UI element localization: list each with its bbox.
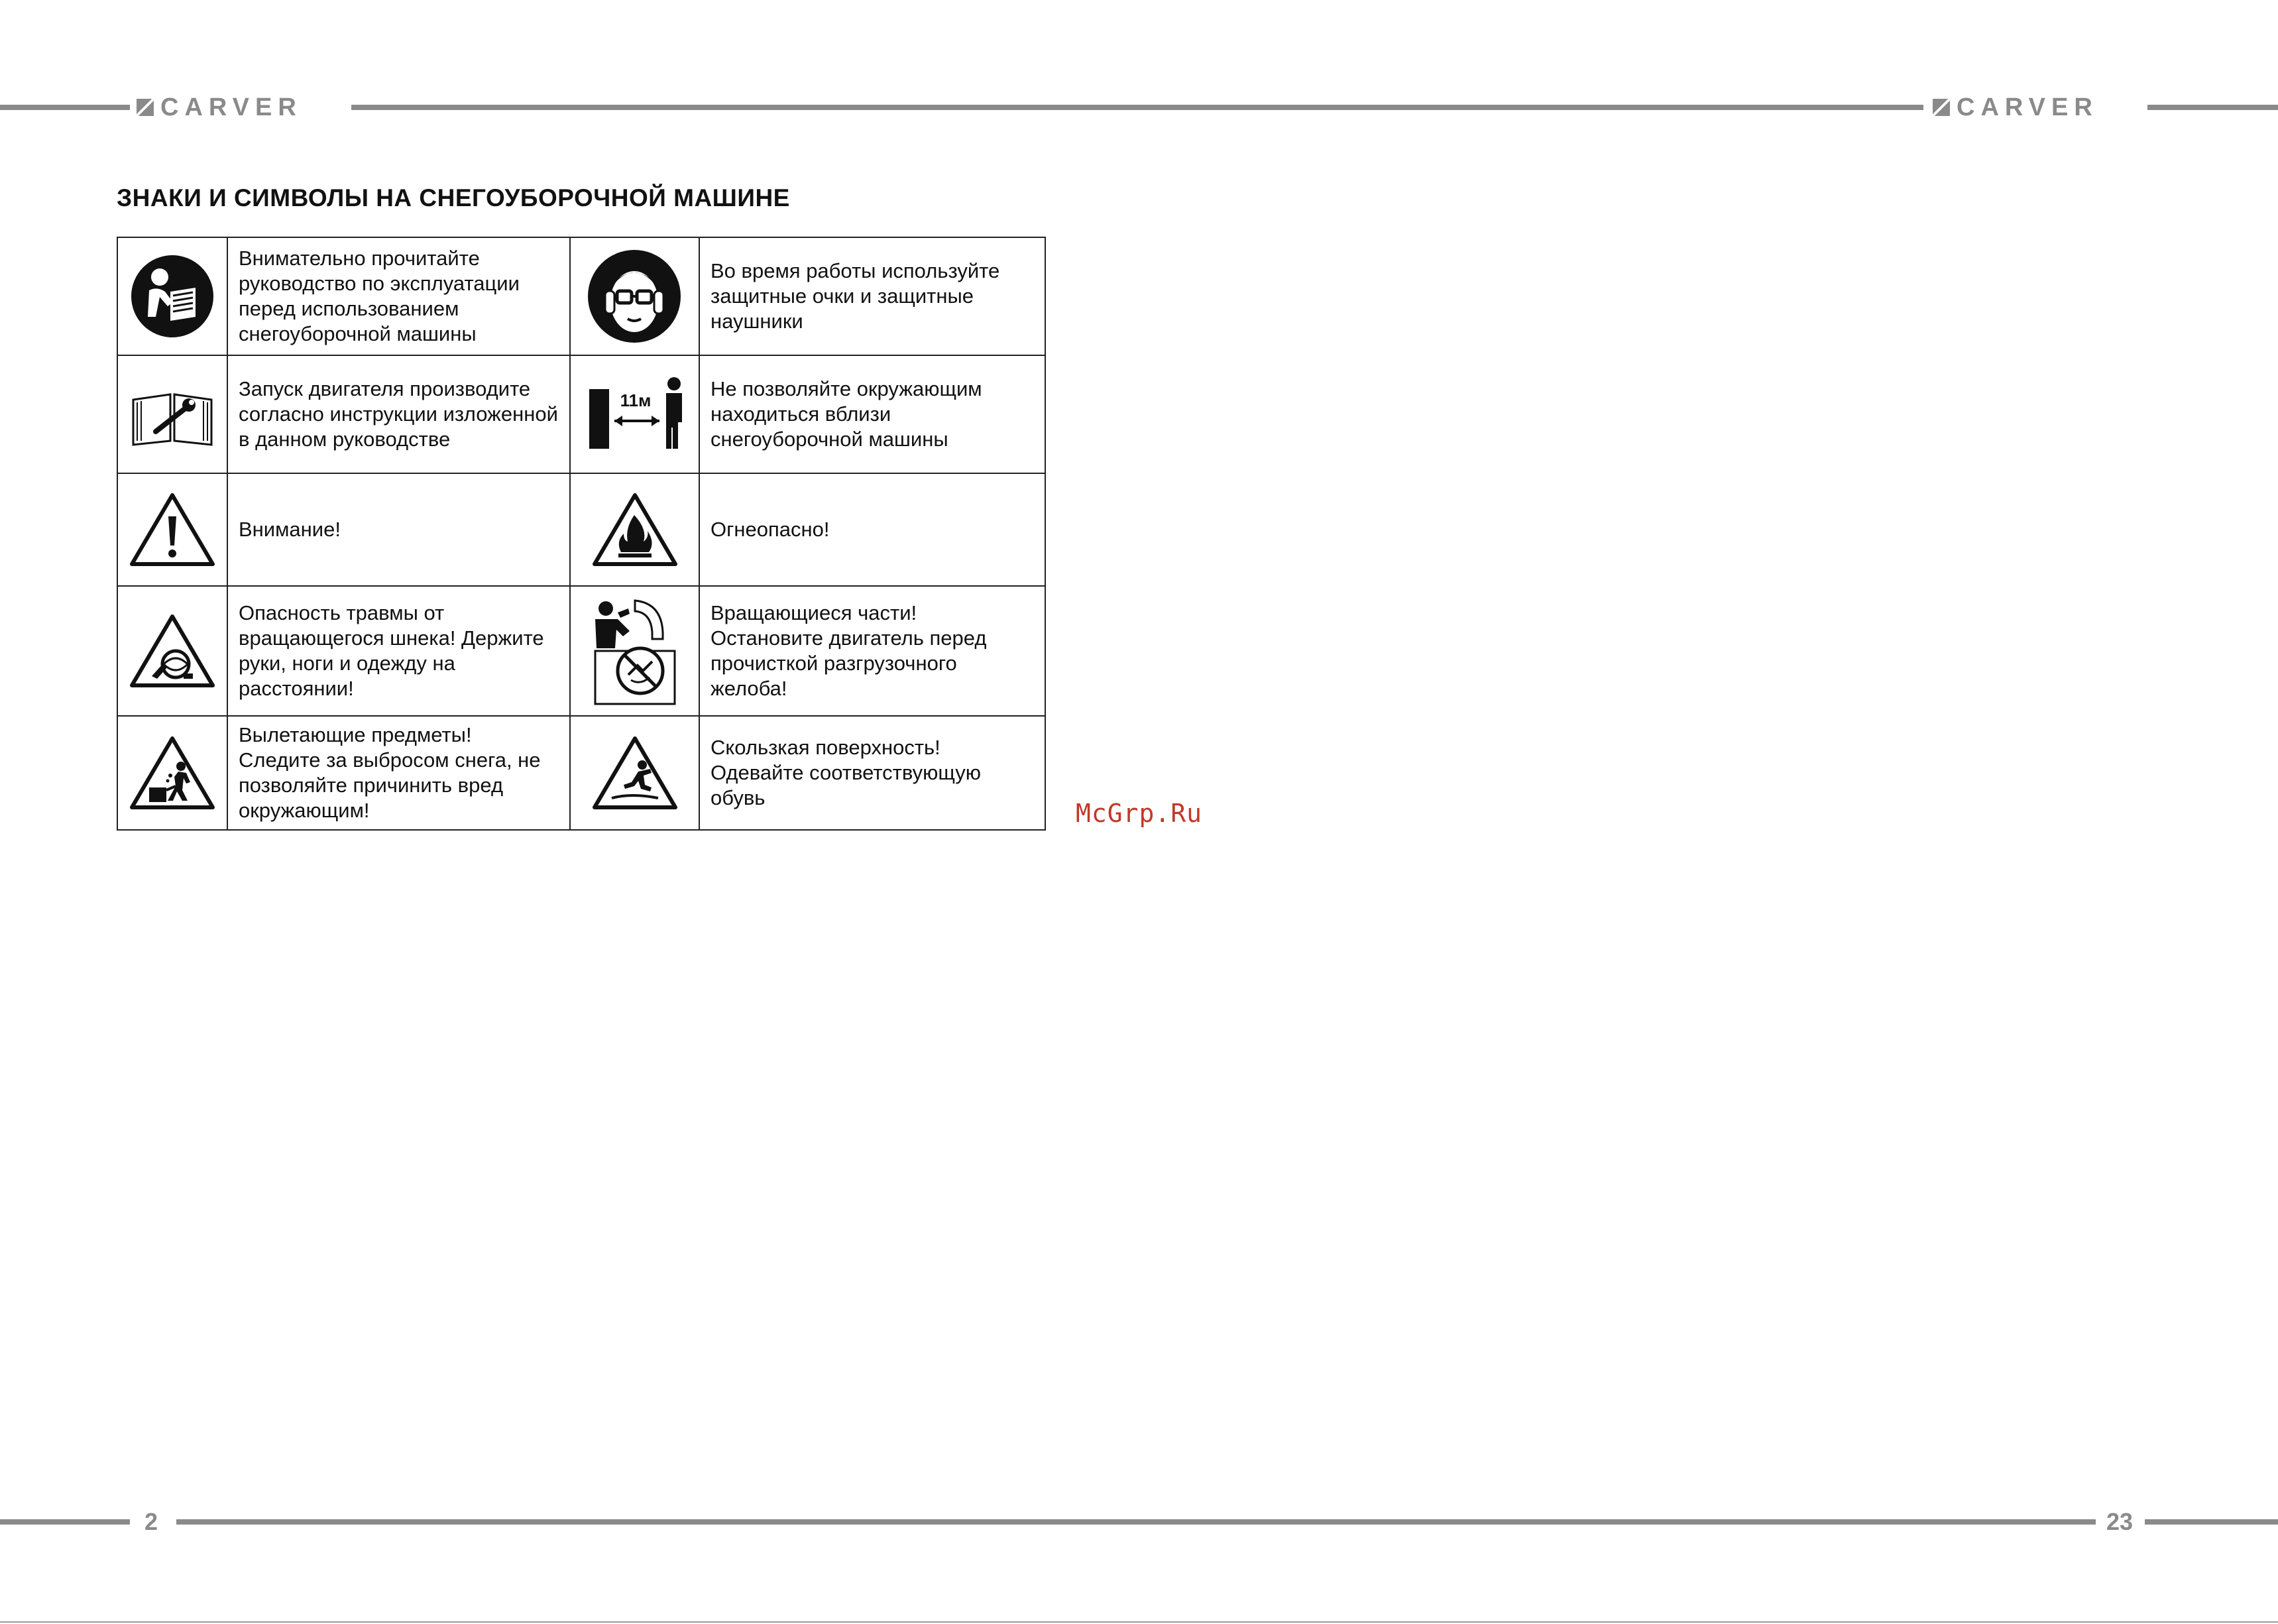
page-title: ЗНАКИ И СИМВОЛЫ НА СНЕГОУБОРОЧНОЙ МАШИНЕ (117, 184, 790, 211)
sign-cell (117, 355, 227, 473)
sign-cell (570, 716, 699, 830)
sign-cell (117, 237, 227, 355)
sign-cell (570, 473, 699, 586)
brand-name-left: CARVER (160, 93, 302, 121)
sign-cell (117, 586, 227, 716)
sign-cell (570, 237, 699, 355)
brand-logo-right (1933, 94, 2098, 121)
brand-name-right: CARVER (1957, 93, 2098, 121)
sign-description: Скользкая поверхность! Одевайте соответствующую обувь (699, 716, 1045, 830)
footer-rule-left-stub (0, 1519, 130, 1525)
manual-wrench-icon (129, 381, 215, 447)
sign-description: Огнеопасно! (699, 473, 1045, 586)
sign-description: Внимательно прочитайте руководство по эксплуатации перед использованием снегоуборочной машины (227, 237, 570, 355)
page-number-right: 23 (2106, 1508, 2134, 1535)
footer-rule-center (176, 1519, 2096, 1525)
logo-mark-icon (137, 99, 154, 116)
flammable-icon (592, 493, 678, 567)
auger-hazard-icon (129, 614, 215, 688)
table-row (117, 716, 1045, 830)
distance-label: 11м (620, 390, 651, 410)
sign-description: Вращающиеся части! Остановите двигатель перед прочисткой разгрузочного желоба! (699, 586, 1045, 716)
sign-description: Не позволяйте окружающим находиться вблизи снегоуборочной машины (699, 355, 1045, 473)
sign-description: Внимание! (227, 473, 570, 586)
goggles-earmuffs-icon (587, 249, 683, 345)
rotating-parts-icon (589, 593, 681, 709)
footer-rule-right-stub (2145, 1519, 2278, 1525)
logo-mark-icon (1933, 99, 1950, 116)
thrown-objects-icon (129, 736, 215, 810)
sign-description: Запуск двигателя производите согласно инструкции изложенной в данном руководстве (227, 355, 570, 473)
header-rule-left-stub (0, 105, 130, 110)
table-row (117, 473, 1045, 586)
table-row (117, 237, 1045, 355)
sign-cell (117, 473, 227, 586)
table-row (117, 355, 1045, 473)
watermark: McGrp.Ru (1076, 799, 1203, 828)
signs-table (117, 237, 1046, 831)
sign-cell (117, 716, 227, 830)
header-rule-right-stub (2147, 105, 2278, 110)
bottom-border-line (0, 1621, 2278, 1623)
header-rule-center (351, 105, 1923, 110)
brand-logo-left (137, 94, 302, 121)
sign-description: Опасность травмы от вращающегося шнека! Держите руки, ноги и одежду на расстоянии! (227, 586, 570, 716)
sign-description: Вылетающие предметы! Следите за выбросом снега, не позволяйте причинить вред окружающим! (227, 716, 570, 830)
sign-cell (570, 355, 699, 473)
sign-cell (570, 586, 699, 716)
slippery-surface-icon (592, 736, 678, 810)
read-manual-icon (129, 253, 215, 339)
sign-description: Во время работы используйте защитные очки и защитные наушники (699, 237, 1045, 355)
table-row (117, 586, 1045, 716)
warning-icon (129, 493, 215, 567)
page-number-left: 2 (144, 1508, 158, 1535)
keep-distance-icon (585, 375, 685, 454)
